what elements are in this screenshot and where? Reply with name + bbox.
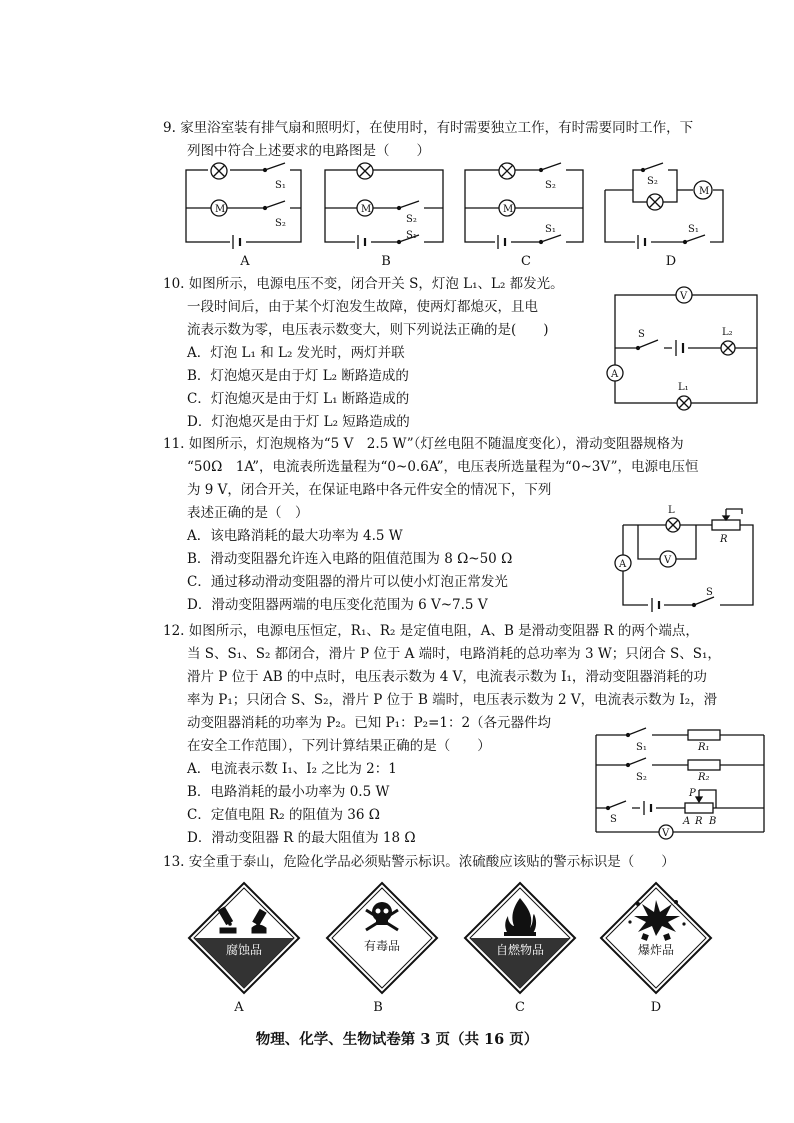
switch-label: S bbox=[638, 329, 645, 340]
voltmeter-label: V bbox=[680, 291, 688, 302]
question-text: 安全重于泰山，危险化学品必须贴警示标识。浓硫酸应该贴的警示标识是（ ） bbox=[188, 854, 675, 870]
question-number: 12. bbox=[163, 623, 185, 639]
circuit-label-a: A bbox=[240, 254, 250, 269]
question-13 bbox=[163, 851, 675, 874]
question-9-line-2: 列图中符合上述要求的电路图是（ ） bbox=[187, 143, 430, 159]
lamp-label: L₁ bbox=[678, 382, 689, 393]
switch-label: S₁ bbox=[406, 230, 417, 241]
question-text: 如图所示，电源电压恒定，R₁、R₂ 是定值电阻，A、B 是滑动变阻器 R 的两个端点， bbox=[188, 623, 699, 639]
voltmeter-label: V bbox=[664, 555, 672, 566]
option-c: C．灯泡熄灭是由于灯 L₁ 断路造成的 bbox=[187, 391, 410, 407]
motor-label: M bbox=[503, 204, 514, 215]
question-number: 9. bbox=[163, 120, 176, 136]
switch-label: S₁ bbox=[636, 742, 647, 753]
question-number: 13. bbox=[163, 854, 185, 870]
q11-circuit bbox=[608, 495, 768, 615]
option-d: D．滑动变阻器两端的电压变化范围为 6 V~7.5 V bbox=[187, 597, 488, 613]
question-text: 流表示数为零，电压表示数变大，则下列说法正确的是( ) bbox=[187, 322, 549, 338]
sign-text: 腐蚀品 bbox=[225, 943, 263, 957]
question-9-line-1 bbox=[163, 117, 693, 140]
question-number: 10. bbox=[163, 276, 185, 292]
sign-label-d: D bbox=[650, 1000, 662, 1015]
motor-label: M bbox=[699, 186, 710, 197]
question-10 bbox=[163, 273, 564, 434]
switch-label: S bbox=[610, 814, 617, 825]
question-text: 一段时间后，由于某个灯泡发生故障，使两灯都熄灭，且电 bbox=[187, 299, 538, 315]
endpoint-label: A bbox=[683, 816, 691, 827]
lamp-label: L bbox=[668, 505, 675, 516]
option-a: A．该电路消耗的最大功率为 4.5 W bbox=[187, 528, 403, 544]
sign-label-c: C bbox=[515, 1000, 525, 1015]
hazard-sign-spontaneous-combustion bbox=[462, 880, 578, 996]
hazard-sign-toxic bbox=[324, 880, 440, 996]
switch-label: S₁ bbox=[545, 224, 556, 235]
circuit-label-d: D bbox=[665, 254, 677, 269]
switch-label: S bbox=[706, 587, 713, 598]
sign-label-a: A bbox=[234, 1000, 244, 1015]
question-text: 当 S、S₁、S₂ 都闭合，滑片 P 位于 A 端时，电路消耗的总功率为 3 W；只闭合 S、S₁， bbox=[187, 646, 721, 662]
question-text: 家里浴室装有排气扇和照明灯，在使用时，有时需要独立工作，有时需要同时工作，下 bbox=[180, 120, 694, 136]
hazard-sign-corrosive bbox=[186, 880, 302, 996]
question-9 bbox=[163, 117, 693, 163]
motor-label: M bbox=[215, 204, 226, 215]
question-text: 为 9 V，闭合开关，在保证电路中各元件安全的情况下，下列 bbox=[187, 482, 552, 498]
switch-label: S₂ bbox=[275, 218, 286, 229]
option-d: D．滑动变阻器 R 的最大阻值为 18 Ω bbox=[187, 830, 416, 846]
switch-label: S₂ bbox=[636, 772, 647, 783]
rheostat-label: R bbox=[720, 534, 728, 545]
q10-circuit bbox=[600, 285, 770, 415]
circuit-b bbox=[325, 163, 443, 249]
hazard-sign-explosive bbox=[598, 880, 714, 996]
switch-label: S₁ bbox=[275, 180, 286, 191]
switch-label: S₂ bbox=[545, 180, 556, 191]
slider-label: P bbox=[689, 788, 696, 799]
sign-text: 自燃物品 bbox=[495, 943, 545, 957]
circuit-c bbox=[465, 163, 583, 249]
question-text: 表述正确的是（ ） bbox=[187, 505, 309, 521]
question-text: “50Ω 1A”，电流表所选量程为“0~0.6A”，电压表所选量程为“0~3V”，电源电压恒 bbox=[187, 459, 699, 475]
circuit-a bbox=[186, 162, 301, 249]
switch-label: S₂ bbox=[406, 214, 417, 225]
resistor-label: R₂ bbox=[698, 772, 710, 783]
question-text: 如图所示，电源电压不变，闭合开关 S，灯泡 L₁、L₂ 都发光。 bbox=[188, 276, 564, 292]
sign-text: 爆炸品 bbox=[637, 943, 675, 957]
ammeter-label: A bbox=[619, 559, 627, 570]
voltmeter-label: V bbox=[662, 828, 670, 839]
motor-label: M bbox=[361, 204, 372, 215]
question-text: 动变阻器消耗的功率为 P₂。已知 P₁：P₂=1：2（各元器件均 bbox=[187, 715, 552, 731]
question-number: 11. bbox=[163, 436, 185, 452]
option-b: B．灯泡熄灭是由于灯 L₂ 断路造成的 bbox=[187, 368, 409, 384]
circuit-d bbox=[605, 163, 723, 249]
endpoint-label: B bbox=[709, 816, 717, 827]
switch-label: S₂ bbox=[647, 176, 658, 187]
question-text: 如图所示，灯泡规格为“5 V 2.5 W”（灯丝电阻不随温度变化），滑动变阻器规格为 bbox=[188, 436, 684, 452]
option-d: D．灯泡熄灭是由于灯 L₂ 短路造成的 bbox=[187, 414, 410, 430]
question-text: 率为 P₁；只闭合 S、S₂，滑片 P 位于 B 端时，电压表示数为 2 V，电流表示数为 I₂，滑 bbox=[187, 692, 718, 708]
lamp-label: L₂ bbox=[722, 327, 733, 338]
sign-text: 有毒品 bbox=[363, 939, 401, 953]
option-c: C．定值电阻 R₂ 的阻值为 36 Ω bbox=[187, 807, 380, 823]
question-text: 在安全工作范围），下列计算结果正确的是（ ） bbox=[187, 738, 491, 754]
question-text: 滑片 P 位于 AB 的中点时，电压表示数为 4 V，电流表示数为 I₁，滑动变阻器消耗的功 bbox=[187, 669, 707, 685]
q12-circuit bbox=[588, 722, 768, 847]
option-b: B．滑动变阻器允许连入电路的阻值范围为 8 Ω~50 Ω bbox=[187, 551, 513, 567]
sign-label-b: B bbox=[373, 1000, 383, 1015]
ammeter-label: A bbox=[611, 369, 619, 380]
circuit-label-c: C bbox=[521, 254, 531, 269]
page-footer: 物理、化学、生物试卷第 3 页（共 16 页） bbox=[255, 1031, 539, 1048]
resistor-label: R₁ bbox=[698, 742, 710, 753]
option-a: A．灯泡 L₁ 和 L₂ 发光时，两灯并联 bbox=[187, 345, 405, 361]
rheostat-label: R bbox=[695, 816, 703, 827]
option-b: B．电路消耗的最小功率为 0.5 W bbox=[187, 784, 390, 800]
option-c: C．通过移动滑动变阻器的滑片可以使小灯泡正常发光 bbox=[187, 574, 508, 590]
circuit-label-b: B bbox=[381, 254, 391, 269]
option-a: A．电流表示数 I₁、I₂ 之比为 2：1 bbox=[187, 761, 397, 777]
switch-label: S₁ bbox=[688, 224, 699, 235]
